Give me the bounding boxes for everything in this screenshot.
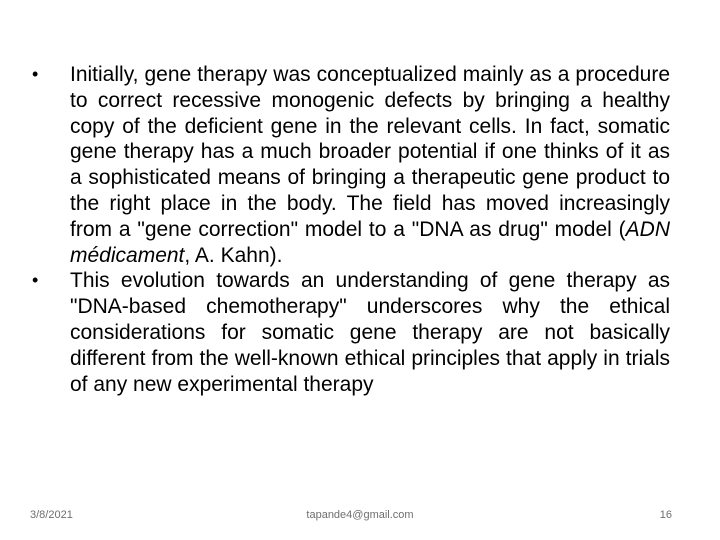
footer-date: 3/8/2021 [30,509,73,521]
bullet-item-2 [30,268,670,397]
bullet-item-1 [30,62,670,268]
bullet-text-tail: , A. Kahn). [184,243,283,267]
bullet-text: This evolution towards an understanding of gene therapy as "DNA-based chemotherapy" underscores why the ethical considerations for somatic gene therapy are not basically different from the well-known ethical principles that apply in trials of any new experimental therapy [70,269,670,396]
footer-email: tapande4@gmail.com [306,509,414,521]
slide-body [30,62,670,397]
bullet-marker: • [32,270,39,291]
bullet-text: Initially, gene therapy was conceptualized mainly as a procedure to correct recessive monogenic defects by bringing a healthy copy of the deficient gene in the relevant cells. In fact, somatic gene therapy has a much broader potential if one thinks of it as a sophisticated means of bringing a therapeutic gene product to the right place in the body. The field has moved increasingly from a "gene correction" model to a "DNA as drug" model ( [70,63,670,241]
bullet-marker: • [32,64,39,84]
footer-page-number: 16 [659,509,672,521]
bullet-italic-text: ADN médicament [70,217,670,267]
